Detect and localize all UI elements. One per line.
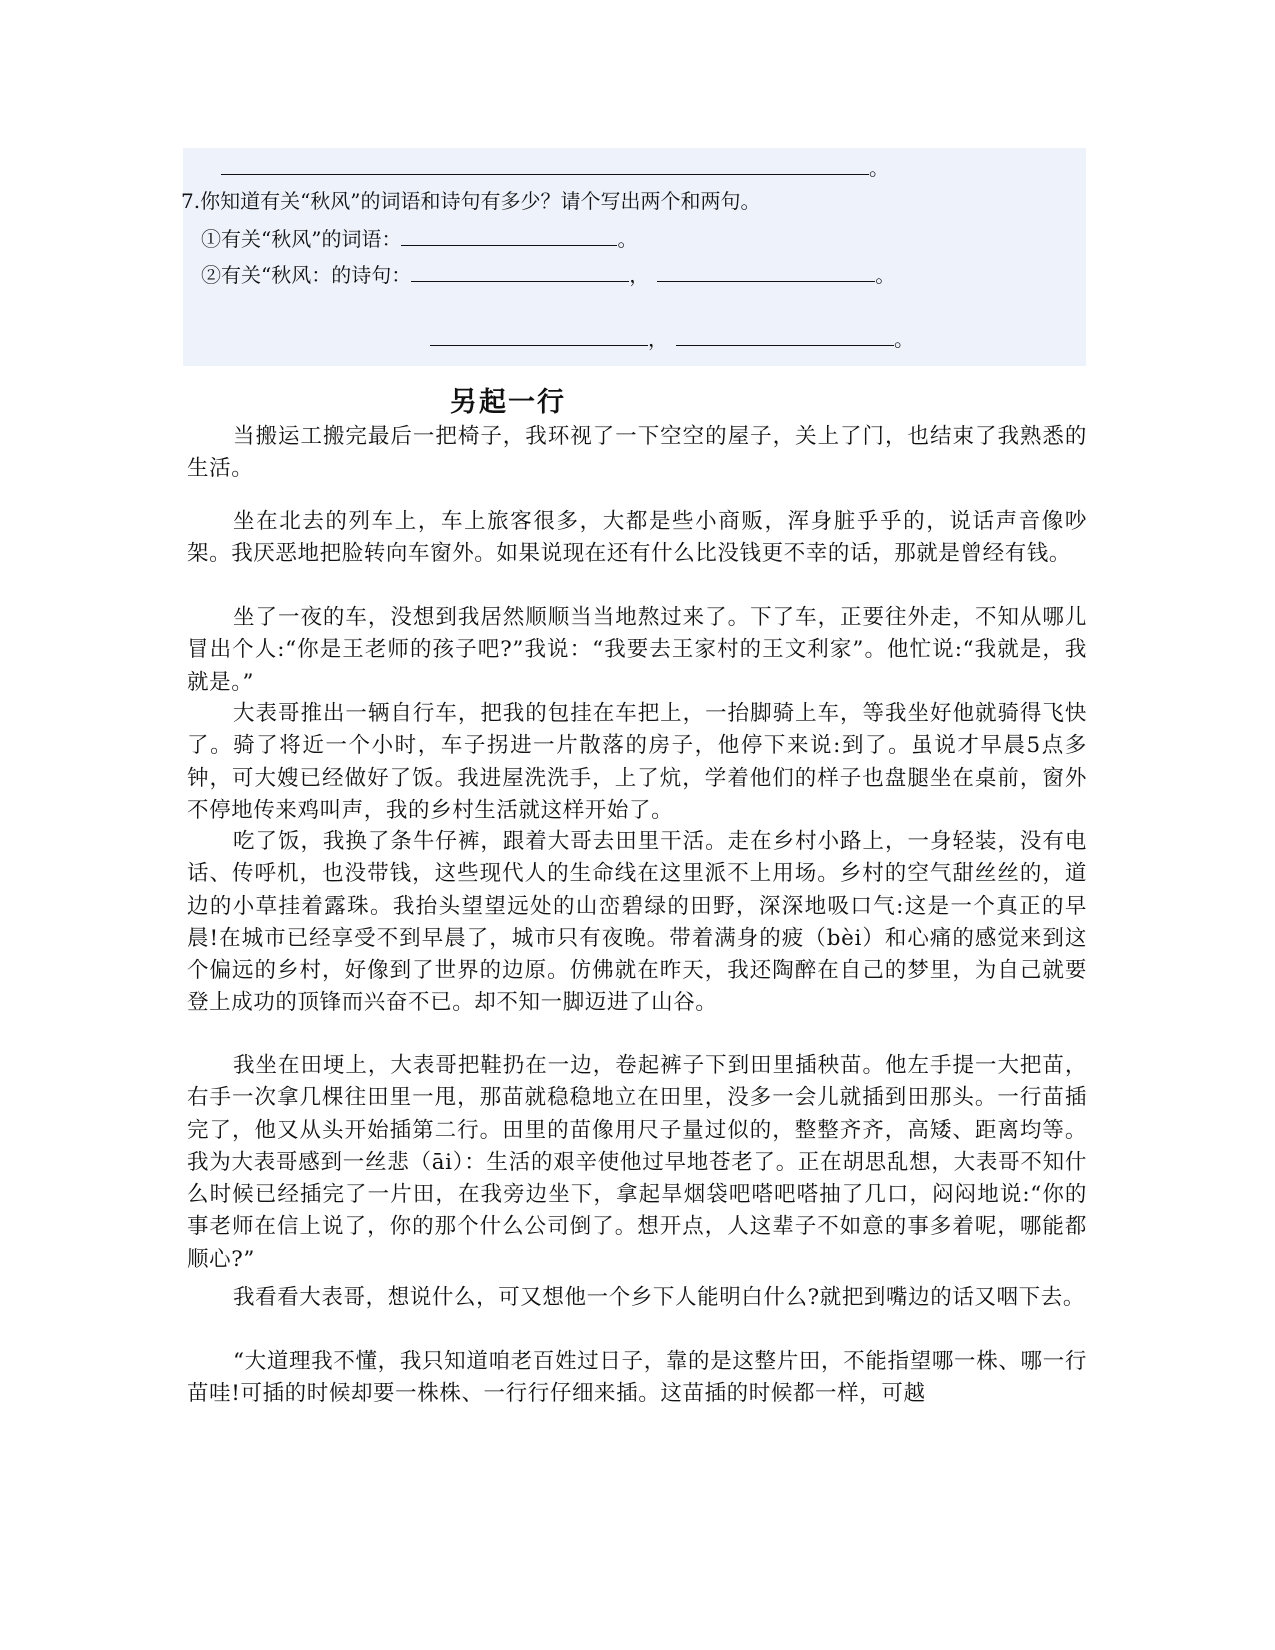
q7-2-comma: ， (629, 263, 650, 287)
answer-line-6 (221, 154, 889, 181)
answer-blank-poem-3[interactable] (430, 325, 648, 346)
q7-1-period: 。 (617, 227, 638, 251)
question-7-part-2 (201, 261, 895, 288)
q7-2-label: ②有关“秋风：的诗句： (201, 263, 412, 287)
answer-blank-poem-2[interactable] (657, 261, 875, 282)
answer-blank-poem-1[interactable] (411, 261, 629, 282)
paragraph: 当搬运工搬完最后一把椅子，我环视了一下空空的屋子，关上了门，也结束了我熟悉的生活。 (187, 424, 1087, 482)
answer-blank-poem-4[interactable] (676, 325, 894, 346)
paragraph: “大道理我不懂，我只知道咱老百姓过日子，靠的是这整片田，不能指望哪一株、哪一行苗哇!可插的时候却要一株株、一行行仔细来插。这苗插的时候都一样，可越 (187, 1349, 1087, 1407)
answer-blank[interactable] (221, 154, 869, 175)
q7-3-period: 。 (894, 327, 914, 351)
paragraph: 我看看大表哥，想说什么，可又想他一个乡下人能明白什么?就把到嘴边的话又咽下去。 (233, 1285, 1085, 1310)
article-title: 另起一行 (450, 387, 566, 418)
question-7-part-3 (430, 325, 914, 352)
period: 。 (869, 156, 889, 180)
q7-1-label: ①有关“秋风”的词语： (201, 227, 402, 251)
answer-blank-words[interactable] (401, 225, 617, 246)
q7-2-period: 。 (875, 263, 896, 287)
question-7-part-1 (201, 225, 637, 252)
paragraph: 吃了饭，我换了条牛仔裤，跟着大哥去田里干活。走在乡村小路上，一身轻装，没有电话、传呼机，也没带钱，这些现代人的生命线在这里派不上用场。乡村的空气甜丝丝的，道边的小草挂着露珠。我抬头望望远处的山峦碧绿的田野，深深地吸口气:这是一个真正的早晨!在城市已经享受不到早晨了，城市只有夜晚。带着满身的疲（bèi）和心痛的感觉来到这个偏远的乡村，好像到了世界的边原。仿佛就在昨天，我还陶醉在自己的梦里，为自己就要登上成功的顶锋而兴奋不已。却不知一脚迈进了山谷。 (187, 829, 1087, 1016)
paragraph: 坐了一夜的车，没想到我居然顺顺当当地熬过来了。下了车，正要往外走，不知从哪儿冒出个人:“你是王老师的孩子吧?”我说：“我要去王家村的王文利家”。他忙说:“我就是，我就是。” (187, 605, 1087, 695)
question-7-prompt: 7.你知道有关“秋风”的词语和诗句有多少？请个写出两个和两句。 (181, 189, 761, 213)
paragraph: 坐在北去的列车上，车上旅客很多，大都是些小商贩，浑身脏乎乎的，说话声音像吵架。我厌恶地把脸转向车窗外。如果说现在还有什么比没钱更不幸的话，那就是曾经有钱。 (187, 509, 1087, 567)
q7-3-comma: ， (648, 327, 668, 351)
paragraph: 大表哥推出一辆自行车，把我的包挂在车把上，一抬脚骑上车，等我坐好他就骑得飞快了。骑了将近一个小时，车子拐进一片散落的房子，他停下来说:到了。虽说才早晨5点多钟，可大嫂已经做好了饭。我进屋洗洗手，上了炕，学着他们的样子也盘腿坐在桌前，窗外不停地传来鸡叫声，我的乡村生活就这样开始了。 (187, 701, 1087, 823)
paragraph: 我坐在田埂上，大表哥把鞋扔在一边，卷起裤子下到田里插秧苗。他左手提一大把苗，右手一次拿几棵往田里一甩，那苗就稳稳地立在田里，没多一会儿就插到田那头。一行苗插完了，他又从头开始插第二行。田里的苗像用尺子量过似的，整整齐齐，高矮、距离均等。我为大表哥感到一丝悲（āi）：生活的艰辛使他过早地苍老了。正在胡思乱想，大表哥不知什么时候已经插完了一片田，在我旁边坐下，拿起旱烟袋吧嗒吧嗒抽了几口，闷闷地说:“你的事老师在信上说了，你的那个什么公司倒了。想开点，人这辈子不如意的事多着呢，哪能都顺心?” (187, 1053, 1087, 1272)
